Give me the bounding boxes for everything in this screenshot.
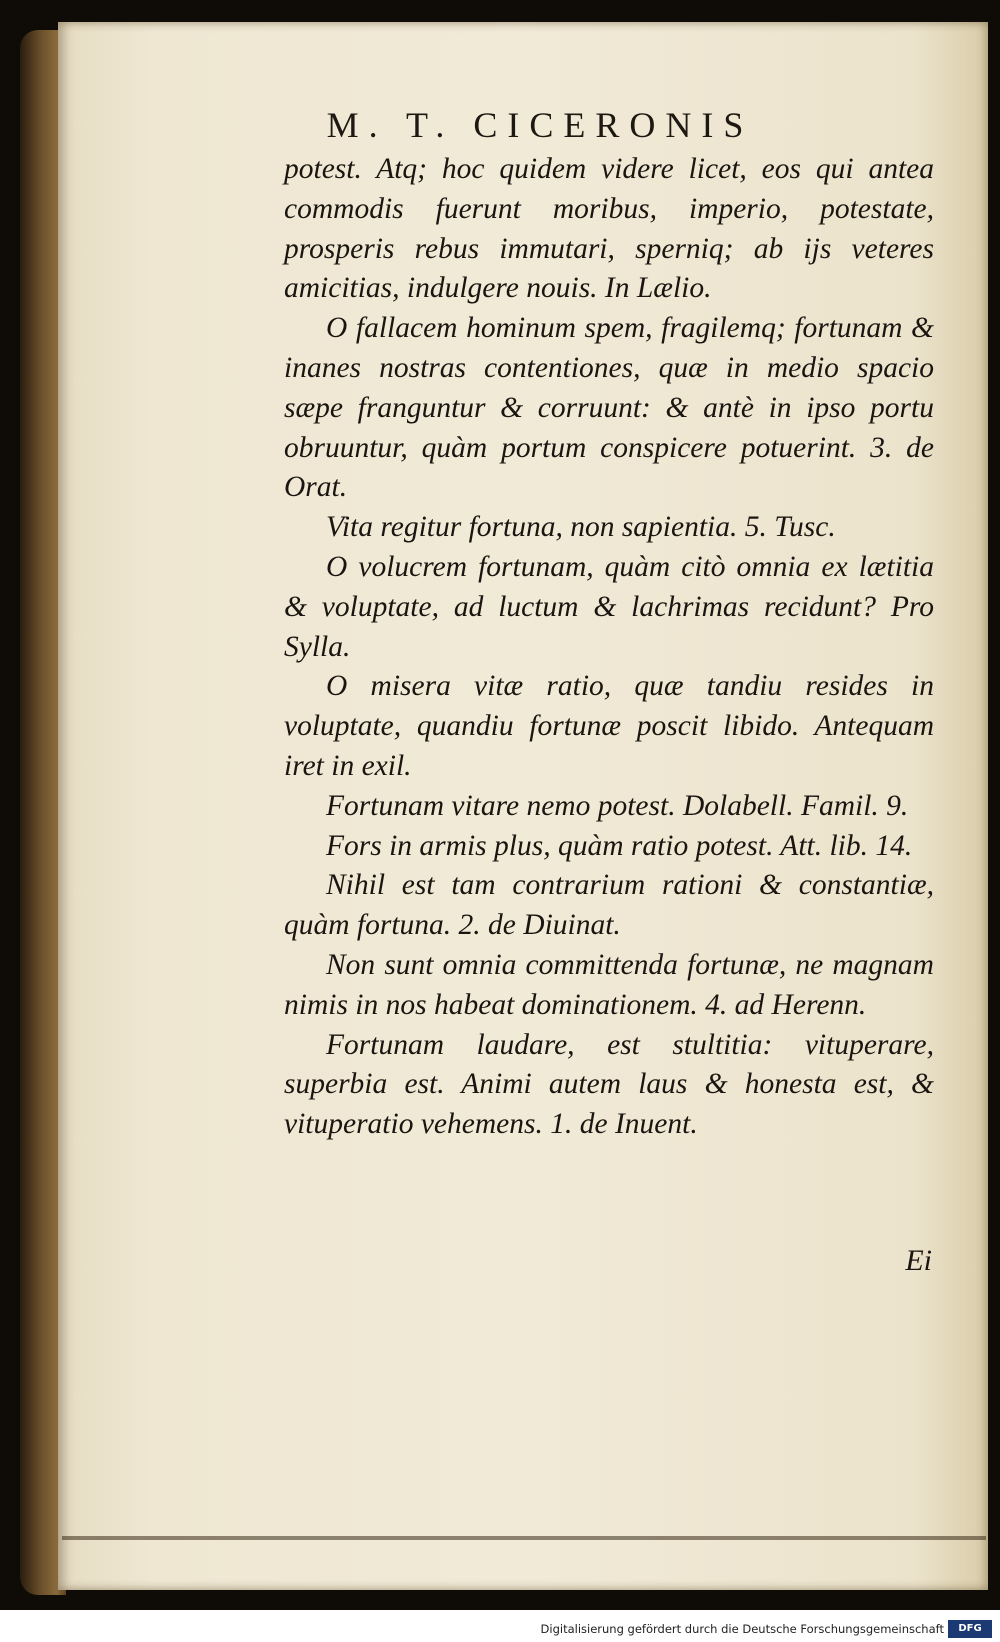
- paragraph: Non sunt omnia committenda fortunæ, ne magnam nimis in nos habeat dominationem. 4. ad Herenn.: [284, 948, 934, 1021]
- paragraph: Fortunam laudare, est stultitia: vituperare, superbia est. Animi autem laus & honesta est, & vituperatio vehemens. 1. de Inuent.: [284, 1028, 934, 1141]
- paragraph: Fors in armis plus, quàm ratio potest. Att. lib. 14.: [326, 829, 913, 862]
- paragraph: Vita regitur fortuna, non sapientia. 5. Tusc.: [326, 511, 836, 544]
- footer-bar: [0, 1612, 1000, 1642]
- body-text: [284, 150, 934, 1145]
- paragraph: O fallacem hominum spem, fragilemq; fortunam & inanes nostras contentiones, quæ in medio spacio sæpe franguntur & corruunt: & antè in ipso portu obruuntur, quàm portum conspicere potuerint. 3. de Orat.: [284, 312, 934, 504]
- paragraph: potest. Atq; hoc quidem videre licet, eos qui antea commodis fuerunt moribus, imperio, potestate, prosperis rebus immutari, sperniq; ab ijs veteres amicitias, indulgere nouis. In Lælio.: [284, 153, 934, 305]
- paragraph: O volucrem fortunam, quàm citò omnia ex lætitia & voluptate, ad luctum & lachrimas recidunt? Pro Sylla.: [284, 550, 934, 663]
- funding-credit: Digitalisierung gefördert durch die Deutsche Forschungsgemeinschaft: [540, 1622, 944, 1636]
- catchword: Ei: [905, 1244, 932, 1277]
- paragraph: Fortunam vitare nemo potest. Dolabell. Famil. 9.: [326, 789, 909, 822]
- page-bottom-shadow: [62, 1536, 986, 1540]
- paragraph: O misera vitæ ratio, quæ tandiu resides in voluptate, quandiu fortunæ poscit libido. Antequam iret in exil.: [284, 670, 934, 782]
- running-head: M. T. CICERONIS: [326, 105, 754, 145]
- paragraph: Nihil est tam contrarium rationi & constantiæ, quàm fortuna. 2. de Diuinat.: [284, 869, 934, 942]
- dfg-logo: DFG: [948, 1620, 992, 1638]
